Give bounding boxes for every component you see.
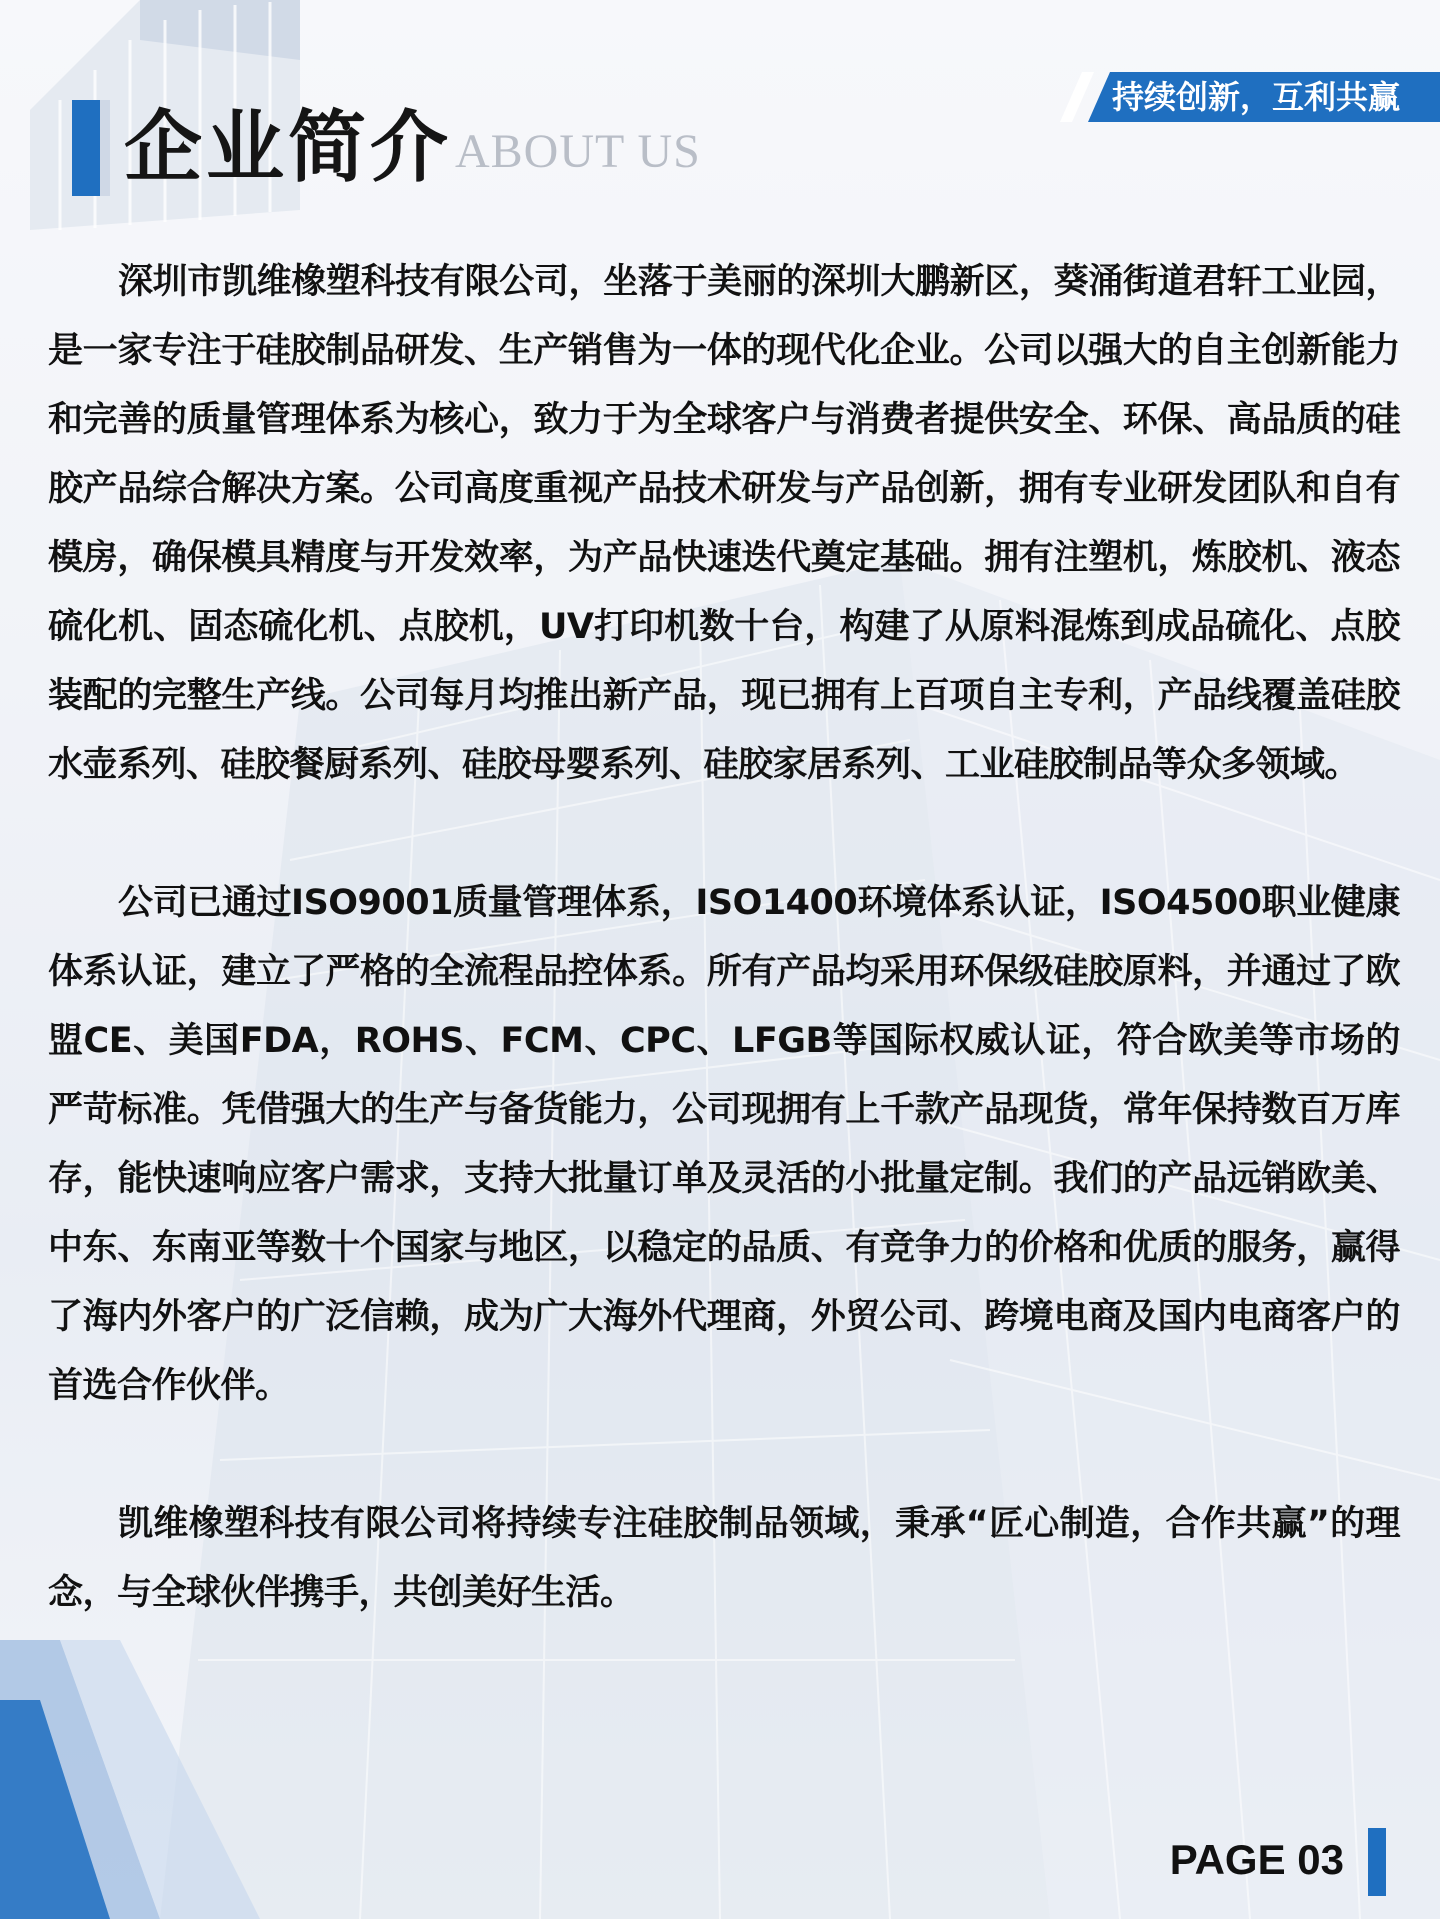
paragraph-mission: 凯维橡塑科技有限公司将持续专注硅胶制品领域，秉承“匠心制造，合作共赢”的理念，与全球伙伴携手，共创美好生活。 [48,1504,1400,1613]
body-content [48,248,1400,1628]
title-accent-bar [72,100,100,196]
paragraph-certifications: 公司已通过ISO9001质量管理体系，ISO1400环境体系认证，ISO4500职业健康体系认证，建立了严格的全流程品控体系。所有产品均采用环保级硅胶原料，并通过了欧盟CE、美国FDA，ROHS、FCM、CPC、LFGB等国际权威认证，符合欧美等市场的严苛标准。凭借强大的生产与备货能力，公司现拥有上千款产品现货，常年保持数百万库存，能快速响应客户需求，支持大批量订单及灵活的小批量定制。我们的产品远销欧美、中东、东南亚等数十个国家与地区，以稳定的品质、有竞争力的价格和优质的服务，赢得了海内外客户的广泛信赖，成为广大海外代理商，外贸公司、跨境电商及国内电商客户的首选合作伙伴。 [48,883,1400,1406]
page-number: PAGE 03 [1169,1836,1344,1883]
slogan-text: 持续创新，互利共赢 [1112,78,1401,116]
page-number-accent-bar [1368,1828,1386,1896]
paragraph-company-intro: 深圳市凯维橡塑科技有限公司，坐落于美丽的深圳大鹏新区，葵涌街道君轩工业园，是一家专注于硅胶制品研发、生产销售为一体的现代化企业。公司以强大的自主创新能力和完善的质量管理体系为核心，致力于为全球客户与消费者提供安全、环保、高品质的硅胶产品综合解决方案。公司高度重视产品技术研发与产品创新，拥有专业研发团队和自有模房，确保模具精度与开发效率，为产品快速迭代奠定基础。拥有注塑机，炼胶机、液态硫化机、固态硫化机、点胶机，UV打印机数十台，构建了从原料混炼到成品硫化、点胶装配的完整生产线。公司每月均推出新产品，现已拥有上百项自主专利，产品线覆盖硅胶水壶系列、硅胶餐厨系列、硅胶母婴系列、硅胶家居系列、工业硅胶制品等众多领域。 [48,262,1400,785]
page-title: 企业简介 [124,102,453,193]
page-subtitle: ABOUT US [455,125,701,178]
